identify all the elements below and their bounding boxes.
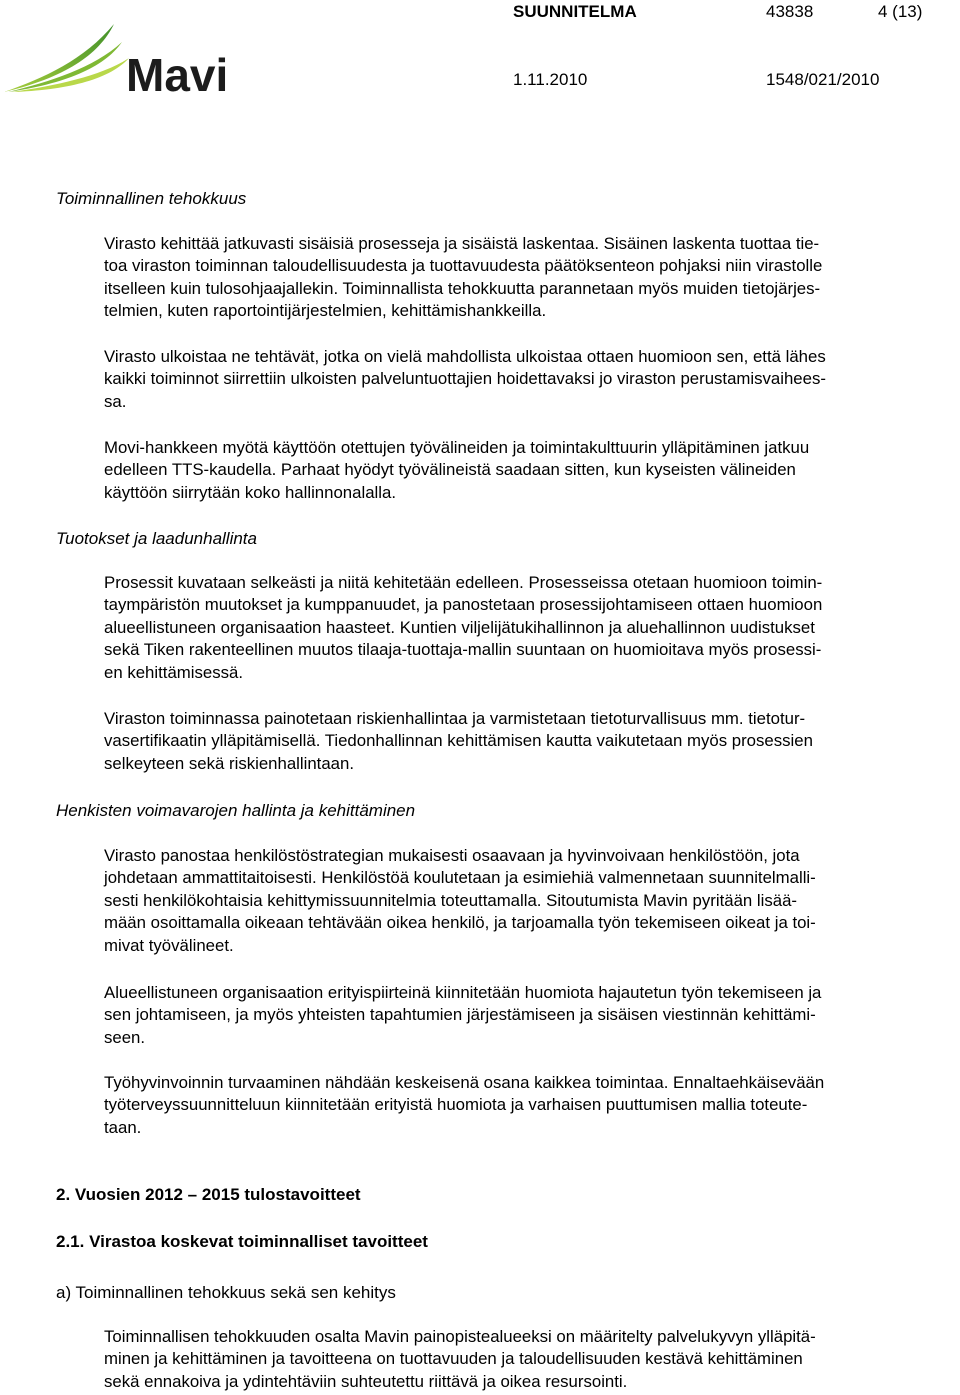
paragraph: Työhyvinvoinnin turvaaminen nähdään keskeisenä osana kaikkea toimintaa. Ennaltaehkäisevään työterveyssuunnitteluun kiinnitetään erityistä huomiota ja varhaisen puuttumisen mallia toteute- taan. xyxy=(104,1073,825,1137)
paragraph: Alueellistuneen organisaation erityispiirteinä kiinnitetään huomiota hajautetun työn tekemiseen ja sen johtamiseen, ja myös yhteisten tapahtumien järjestämiseen ja sisäisen viestinnän kehittämi- seen. xyxy=(104,983,822,1047)
paragraph: Virasto panostaa henkilöstöstrategian mukaisesti osaavaan ja hyvinvoivaan henkilöstöön, jota johdetaan ammattitaitoisesti. Henkilöstöä koulutetaan ja esimiehiä valmennetaan suunnitelmalli- sesti henkilökohtaisia kehittymissuunnitelmia toteuttamalla. Sitoutumista Mavin pyritään lisää- mään osoittamalla oikeaan tehtävään oikea henkilö, ja tarjoamalla työn tekemiseen oikeat ja toi- mivat työvälineet. xyxy=(104,846,816,955)
paragraph: Movi-hankkeen myötä käyttöön otettujen työvälineiden ja toimintakulttuurin ylläpitäminen jatkuu edelleen TTS-kaudella. Parhaat hyödyt työvälineistä saadaan sitten, kun kyseisten välineiden käyttöön siirrytään koko hallinnonalalla. xyxy=(104,438,810,502)
subsection-heading: 2.1. Virastoa koskevat toiminnalliset tavoitteet xyxy=(56,1232,428,1251)
section-heading-toiminnallinen: Toiminnallinen tehokkuus xyxy=(56,189,247,208)
paragraph: Virasto ulkoistaa ne tehtävät, jotka on vielä mahdollista ulkoistaa ottaen huomioon sen, että lähes kaikki toiminnot siirrettiin ulkoisten palveluntuottajien hoidettavaksi jo viraston perustamisvaihees- sa. xyxy=(104,347,826,411)
page-number: 4 (13) xyxy=(878,2,923,21)
paragraph: Toiminnallisen tehokkuuden osalta Mavin painopistealueeksi on määritelty palvelukyvyn ylläpitä- minen ja kehittäminen ja tavoitteena on tuottavuuden ja taloudellisuuden kestävä kehittäminen sekä ennakoiva ja ydintehtäviin suhteutettu riittävä ja oikea resursointi. xyxy=(104,1327,816,1391)
doc-reference: 1548/021/2010 xyxy=(766,70,880,89)
doc-date: 1.11.2010 xyxy=(513,70,588,89)
doc-number: 43838 xyxy=(766,2,814,21)
svg-text:Mavi: Mavi xyxy=(126,49,229,96)
paragraph: Virasto kehittää jatkuvasti sisäisiä prosesseja ja sisäistä laskentaa. Sisäinen laskenta tuottaa tie- toa viraston toiminnan taloudellisuudesta ja tuottavuudesta päätöksenteon pohjaksi niin virastolle itselleen kuin tulosohjaajallekin. Toiminnallista tehokkuutta parannetaan myös muiden tietojärjes- telmien, kuten raportointijärjestelmien, kehittämishankkeilla. xyxy=(104,234,823,321)
section-heading-henkisten: Henkisten voimavarojen hallinta ja kehittäminen xyxy=(56,801,416,820)
mavi-logo-icon xyxy=(4,20,234,96)
section-heading-tuotokset: Tuotokset ja laadunhallinta xyxy=(56,529,257,548)
doc-type: SUUNNITELMA xyxy=(513,2,637,21)
mavi-logo xyxy=(4,20,234,96)
paragraph: Prosessit kuvataan selkeästi ja niitä kehitetään edelleen. Prosesseissa otetaan huomioon toimin- taympäristön muutokset ja kumppanuudet, ja panostetaan prosessijohtamiseen ottaen huomioon alueellistuneen organisaation haasteet. Kuntien viljelijätukihallinnon ja aluehallinnon uudistukset sekä Tiken rakenteellinen muutos tilaaja-tuottaja-mallin suuntaan on huomioitava myös prosessi- en kehittämisessä. xyxy=(104,573,823,682)
paragraph: Viraston toiminnassa painotetaan riskienhallintaa ja varmistetaan tietoturvallisuus mm. tietotur- vasertifikaatin ylläpitämisellä. Tiedonhallinnan kehittämisen kautta vaikutetaan myös prosessien selkeyteen sekä riskienhallintaan. xyxy=(104,709,813,773)
section-heading-tulostavoitteet: 2. Vuosien 2012 – 2015 tulostavoitteet xyxy=(56,1185,361,1204)
list-item-heading: a) Toiminnallinen tehokkuus sekä sen kehitys xyxy=(56,1283,396,1302)
